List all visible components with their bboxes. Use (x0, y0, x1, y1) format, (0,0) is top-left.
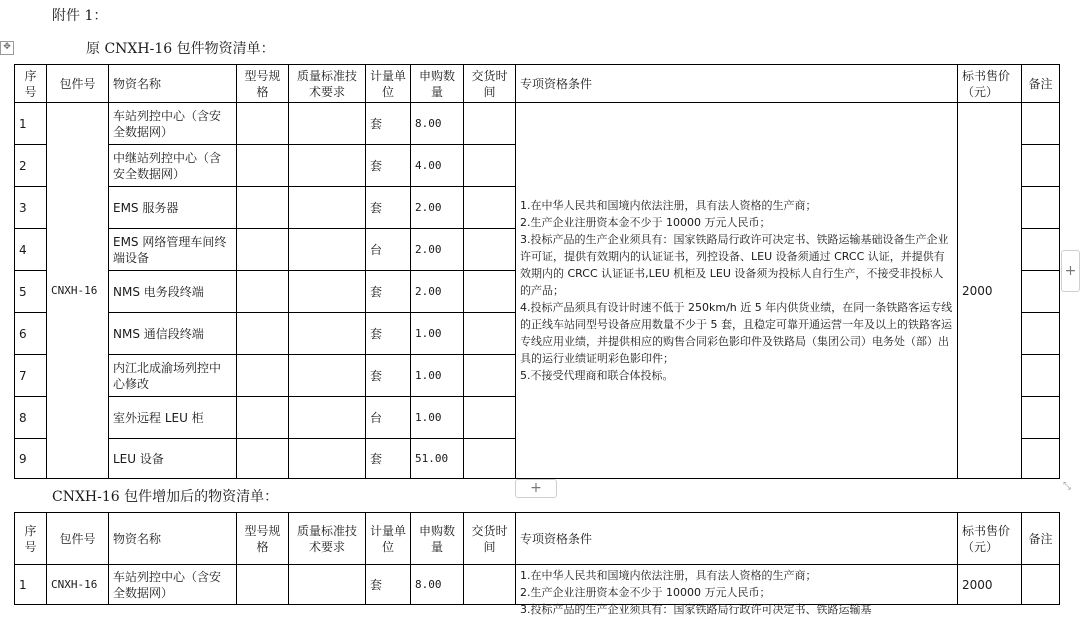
qty-cell: 1.00 (411, 355, 464, 397)
row-seq: 1 (15, 565, 47, 605)
qty-cell: 8.00 (411, 565, 464, 605)
header-material-name: 物资名称 (109, 513, 237, 565)
material-name: 内江北成渝场列控中心修改 (109, 355, 237, 397)
qualification-line: 3.投标产品的生产企业须具有：国家铁路局行政许可决定书、铁路运输基 (520, 603, 872, 616)
header-delivery: 交货时间 (464, 513, 516, 565)
model-cell (237, 439, 289, 479)
qty-cell: 1.00 (411, 313, 464, 355)
header-price: 标书售价（元） (958, 65, 1022, 103)
remark-cell (1022, 565, 1060, 605)
header-qualification: 专项资格条件 (516, 513, 958, 565)
qty-cell: 2.00 (411, 229, 464, 271)
material-name: 中继站列控中心（含安全数据网） (109, 145, 237, 187)
table-header-row (15, 513, 1060, 565)
new-materials-table (14, 512, 1060, 616)
header-model: 型号规格 (237, 513, 289, 565)
material-name: LEU 设备 (109, 439, 237, 479)
original-list-title: 原 CNXH-16 包件物资清单： (86, 41, 275, 57)
qualification-clip (520, 567, 953, 616)
quality-cell (289, 439, 366, 479)
qty-cell: 1.00 (411, 397, 464, 439)
table-resize-icon[interactable]: ⤡ (1063, 481, 1071, 492)
attachment-title: 附件 1： (52, 8, 108, 24)
header-remark: 备注 (1022, 513, 1060, 565)
unit-cell: 套 (366, 355, 411, 397)
material-name: NMS 电务段终端 (109, 271, 237, 313)
unit-cell: 台 (366, 397, 411, 439)
new-list-title: CNXH-16 包件增加后的物资清单： (52, 489, 279, 505)
remark-cell (1022, 439, 1060, 479)
row-seq: 5 (15, 271, 47, 313)
remark-cell (1022, 271, 1060, 313)
header-quality: 质量标准技术要求 (289, 65, 366, 103)
unit-cell: 套 (366, 439, 411, 479)
remark-cell (1022, 103, 1060, 145)
price-cell: 2000 (958, 565, 1022, 605)
material-name: 室外远程 LEU 柜 (109, 397, 237, 439)
table-move-handle-icon[interactable]: ✥ (0, 41, 14, 55)
remark-cell (1022, 187, 1060, 229)
table-row (15, 103, 1060, 145)
model-cell (237, 187, 289, 229)
model-cell (237, 565, 289, 605)
model-cell (237, 271, 289, 313)
delivery-cell (464, 229, 516, 271)
model-cell (237, 229, 289, 271)
material-name: EMS 服务器 (109, 187, 237, 229)
qty-cell: 51.00 (411, 439, 464, 479)
package-cell: CNXH-16 (47, 103, 109, 479)
delivery-cell (464, 145, 516, 187)
table-row (15, 565, 1060, 605)
row-seq: 2 (15, 145, 47, 187)
header-price: 标书售价（元） (958, 513, 1022, 565)
quality-cell (289, 145, 366, 187)
remark-cell (1022, 355, 1060, 397)
quality-cell (289, 565, 366, 605)
qualification-line: 2.生产企业注册资本金不少于 10000 万元人民币； (520, 216, 771, 229)
unit-cell: 套 (366, 187, 411, 229)
delivery-cell (464, 565, 516, 605)
qualification-line: 2.生产企业注册资本金不少于 10000 万元人民币； (520, 586, 771, 599)
header-seq: 序号 (15, 65, 47, 103)
qualification-cell (516, 565, 958, 616)
row-seq: 8 (15, 397, 47, 439)
unit-cell: 套 (366, 103, 411, 145)
row-seq: 4 (15, 229, 47, 271)
delivery-cell (464, 397, 516, 439)
header-package: 包件号 (47, 65, 109, 103)
header-qty: 申购数量 (411, 513, 464, 565)
qualification-cell (516, 103, 958, 479)
delivery-cell (464, 103, 516, 145)
qualification-line: 1.在中华人民共和国境内依法注册，具有法人资格的生产商； (520, 569, 817, 582)
row-seq: 9 (15, 439, 47, 479)
header-unit: 计量单位 (366, 65, 411, 103)
quality-cell (289, 355, 366, 397)
quality-cell (289, 187, 366, 229)
remark-cell (1022, 397, 1060, 439)
header-quality: 质量标准技术要求 (289, 513, 366, 565)
delivery-cell (464, 313, 516, 355)
header-unit: 计量单位 (366, 513, 411, 565)
row-seq: 1 (15, 103, 47, 145)
table-header-row (15, 65, 1060, 103)
model-cell (237, 145, 289, 187)
unit-cell: 套 (366, 271, 411, 313)
row-seq: 3 (15, 187, 47, 229)
qualification-line: 1.在中华人民共和国境内依法注册，具有法人资格的生产商； (520, 199, 817, 212)
unit-cell: 套 (366, 313, 411, 355)
remark-cell (1022, 229, 1060, 271)
remark-cell (1022, 145, 1060, 187)
qty-cell: 2.00 (411, 271, 464, 313)
header-seq: 序号 (15, 513, 47, 565)
qty-cell: 4.00 (411, 145, 464, 187)
quality-cell (289, 229, 366, 271)
delivery-cell (464, 439, 516, 479)
material-name: NMS 通信段终端 (109, 313, 237, 355)
qualification-line: 3.投标产品的生产企业须具有：国家铁路局行政许可决定书、铁路运输基础设备生产企业许可证，提供有效期内的认证证书，列控设备、LEU 设备须通过 CRCC 认证，并提供有效期内的 CRCC 认证证书,LEU 机柜及 LEU 设备须为投标人自行生产，不接受非投标人的产品； (520, 233, 949, 297)
quality-cell (289, 397, 366, 439)
material-name: 车站列控中心（含安全数据网） (109, 565, 237, 605)
quality-cell (289, 313, 366, 355)
header-qty: 申购数量 (411, 65, 464, 103)
row-seq: 7 (15, 355, 47, 397)
header-material-name: 物资名称 (109, 65, 237, 103)
qty-cell: 2.00 (411, 187, 464, 229)
qualification-line: 4.投标产品须具有设计时速不低于 250km/h 近 5 年内供货业绩，在同一条铁路客运专线的正线车站同型号设备应用数量不少于 5 套，且稳定可靠开通运营一年及以上的铁路客运专线应用业绩，并提供相应的购售合同彩色影印件及铁路局（集团公司）电务处（部）出具的运行业绩证明彩色影印件； (520, 301, 953, 365)
header-remark: 备注 (1022, 65, 1060, 103)
model-cell (237, 313, 289, 355)
quality-cell (289, 271, 366, 313)
add-row-button[interactable]: + (515, 479, 557, 498)
header-delivery: 交货时间 (464, 65, 516, 103)
delivery-cell (464, 355, 516, 397)
remark-cell (1022, 313, 1060, 355)
model-cell (237, 355, 289, 397)
material-name: EMS 网络管理车间终端设备 (109, 229, 237, 271)
header-model: 型号规格 (237, 65, 289, 103)
row-seq: 6 (15, 313, 47, 355)
original-materials-table (14, 64, 1060, 479)
unit-cell: 套 (366, 145, 411, 187)
model-cell (237, 103, 289, 145)
qty-cell: 8.00 (411, 103, 464, 145)
unit-cell: 台 (366, 229, 411, 271)
header-package: 包件号 (47, 513, 109, 565)
qualification-line: 5.不接受代理商和联合体投标。 (520, 369, 674, 382)
unit-cell: 套 (366, 565, 411, 605)
header-qualification: 专项资格条件 (516, 65, 958, 103)
delivery-cell (464, 271, 516, 313)
quality-cell (289, 103, 366, 145)
add-column-button[interactable]: + (1061, 250, 1080, 292)
model-cell (237, 397, 289, 439)
delivery-cell (464, 187, 516, 229)
material-name: 车站列控中心（含安全数据网） (109, 103, 237, 145)
package-cell: CNXH-16 (47, 565, 109, 605)
price-cell: 2000 (958, 103, 1022, 479)
